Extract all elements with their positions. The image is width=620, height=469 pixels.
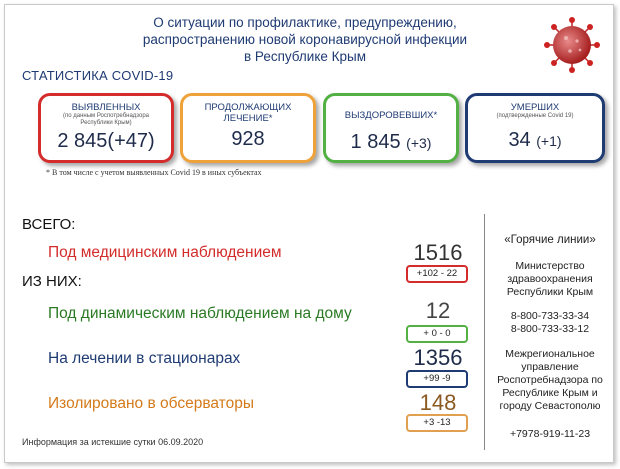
row-delta-observatory: +3 -13 — [406, 414, 468, 432]
stats-title: СТАТИСТИКА COVID-19 — [22, 68, 174, 83]
row-value-medical: 1516 — [413, 240, 463, 265]
row-delta-hospital: +99 -9 — [406, 370, 468, 388]
row-value-home: 12 — [425, 298, 451, 323]
card-label: ПРОДОЛЖАЮЩИХ ЛЕЧЕНИЕ* — [204, 102, 292, 124]
card-detected — [38, 93, 174, 163]
title-line-1: О ситуации по профилактике, предупреждению, — [153, 15, 457, 30]
page-title — [120, 14, 490, 65]
rpn-line-2: управление — [521, 361, 579, 373]
card-treatment — [180, 93, 316, 163]
rpn-phone[interactable]: +7978-919-11-23 — [509, 428, 591, 440]
card-label: ВЫЯВЛЕННЫХ — [71, 102, 141, 113]
card-number: 1 845 — [350, 131, 401, 153]
card-delta: (+1) — [536, 133, 562, 149]
card-sublabel: (подтвержденные Covid 19) — [496, 113, 574, 119]
card-value — [183, 128, 313, 151]
hotlines-title: «Горячие линии» — [504, 234, 596, 246]
total-heading: ВСЕГО: — [22, 216, 76, 233]
rpn-line-5: городу Севастополю — [499, 400, 601, 412]
card-value — [41, 130, 171, 153]
row-label-observatory: Изолировано в обсерваторы — [48, 395, 254, 412]
card-delta: (+3) — [406, 135, 432, 151]
info-date: Информация за истекшие сутки 06.09.2020 — [22, 437, 204, 447]
title-line-2: распространению новой коронавирусной инфекции — [142, 32, 468, 47]
card-sublabel: (по данным Роспотребнадзора Республики Крым) — [63, 113, 149, 126]
card-number: 928 — [231, 128, 265, 150]
row-delta-home: + 0 - 0 — [406, 325, 468, 343]
card-number: 34 — [508, 129, 531, 151]
card-delta: (+47) — [107, 130, 155, 152]
row-delta-medical: +102 - 22 — [406, 265, 468, 283]
footnote: * В том числе с учетом выявленных Covid 19 в иных субъектах — [46, 168, 262, 177]
rpn-line-1: Межрегиональное — [505, 348, 595, 360]
card-value — [468, 129, 602, 152]
row-value-observatory: 148 — [419, 390, 457, 415]
ministry-line-1: Министерство — [515, 260, 585, 272]
card-number: 2 845 — [57, 130, 108, 152]
divider — [484, 214, 485, 450]
phone-1[interactable]: 8-800-733-33-34 — [510, 310, 590, 322]
card-value — [326, 131, 456, 154]
card-label: ВЫЗДОРОВЕВШИХ* — [344, 110, 438, 121]
rpn-block — [488, 348, 612, 413]
row-value-hospital: 1356 — [413, 345, 463, 370]
ministry-block — [488, 260, 612, 299]
rpn-line-3: Роспотребнадзора по — [497, 374, 603, 386]
ministry-phones — [488, 310, 612, 336]
coronavirus-icon — [540, 16, 604, 74]
card-label: УМЕРШИХ — [510, 102, 560, 113]
ministry-line-3: Республики Крым — [506, 286, 594, 298]
row-label-home: Под динамическим наблюдением на дому — [48, 305, 352, 322]
card-deaths — [465, 93, 605, 163]
row-label-hospital: На лечении в стационарах — [48, 350, 241, 367]
title-line-3: в Республике Крым — [243, 49, 367, 64]
phone-2[interactable]: 8-800-733-33-12 — [510, 323, 590, 335]
card-recovered — [323, 93, 459, 163]
of-them-heading: ИЗ НИХ: — [22, 273, 82, 290]
rpn-line-4: Республике Крым и — [502, 387, 598, 399]
row-label-medical: Под медицинским наблюдением — [48, 244, 282, 261]
ministry-line-2: здравоохранения — [507, 273, 593, 285]
